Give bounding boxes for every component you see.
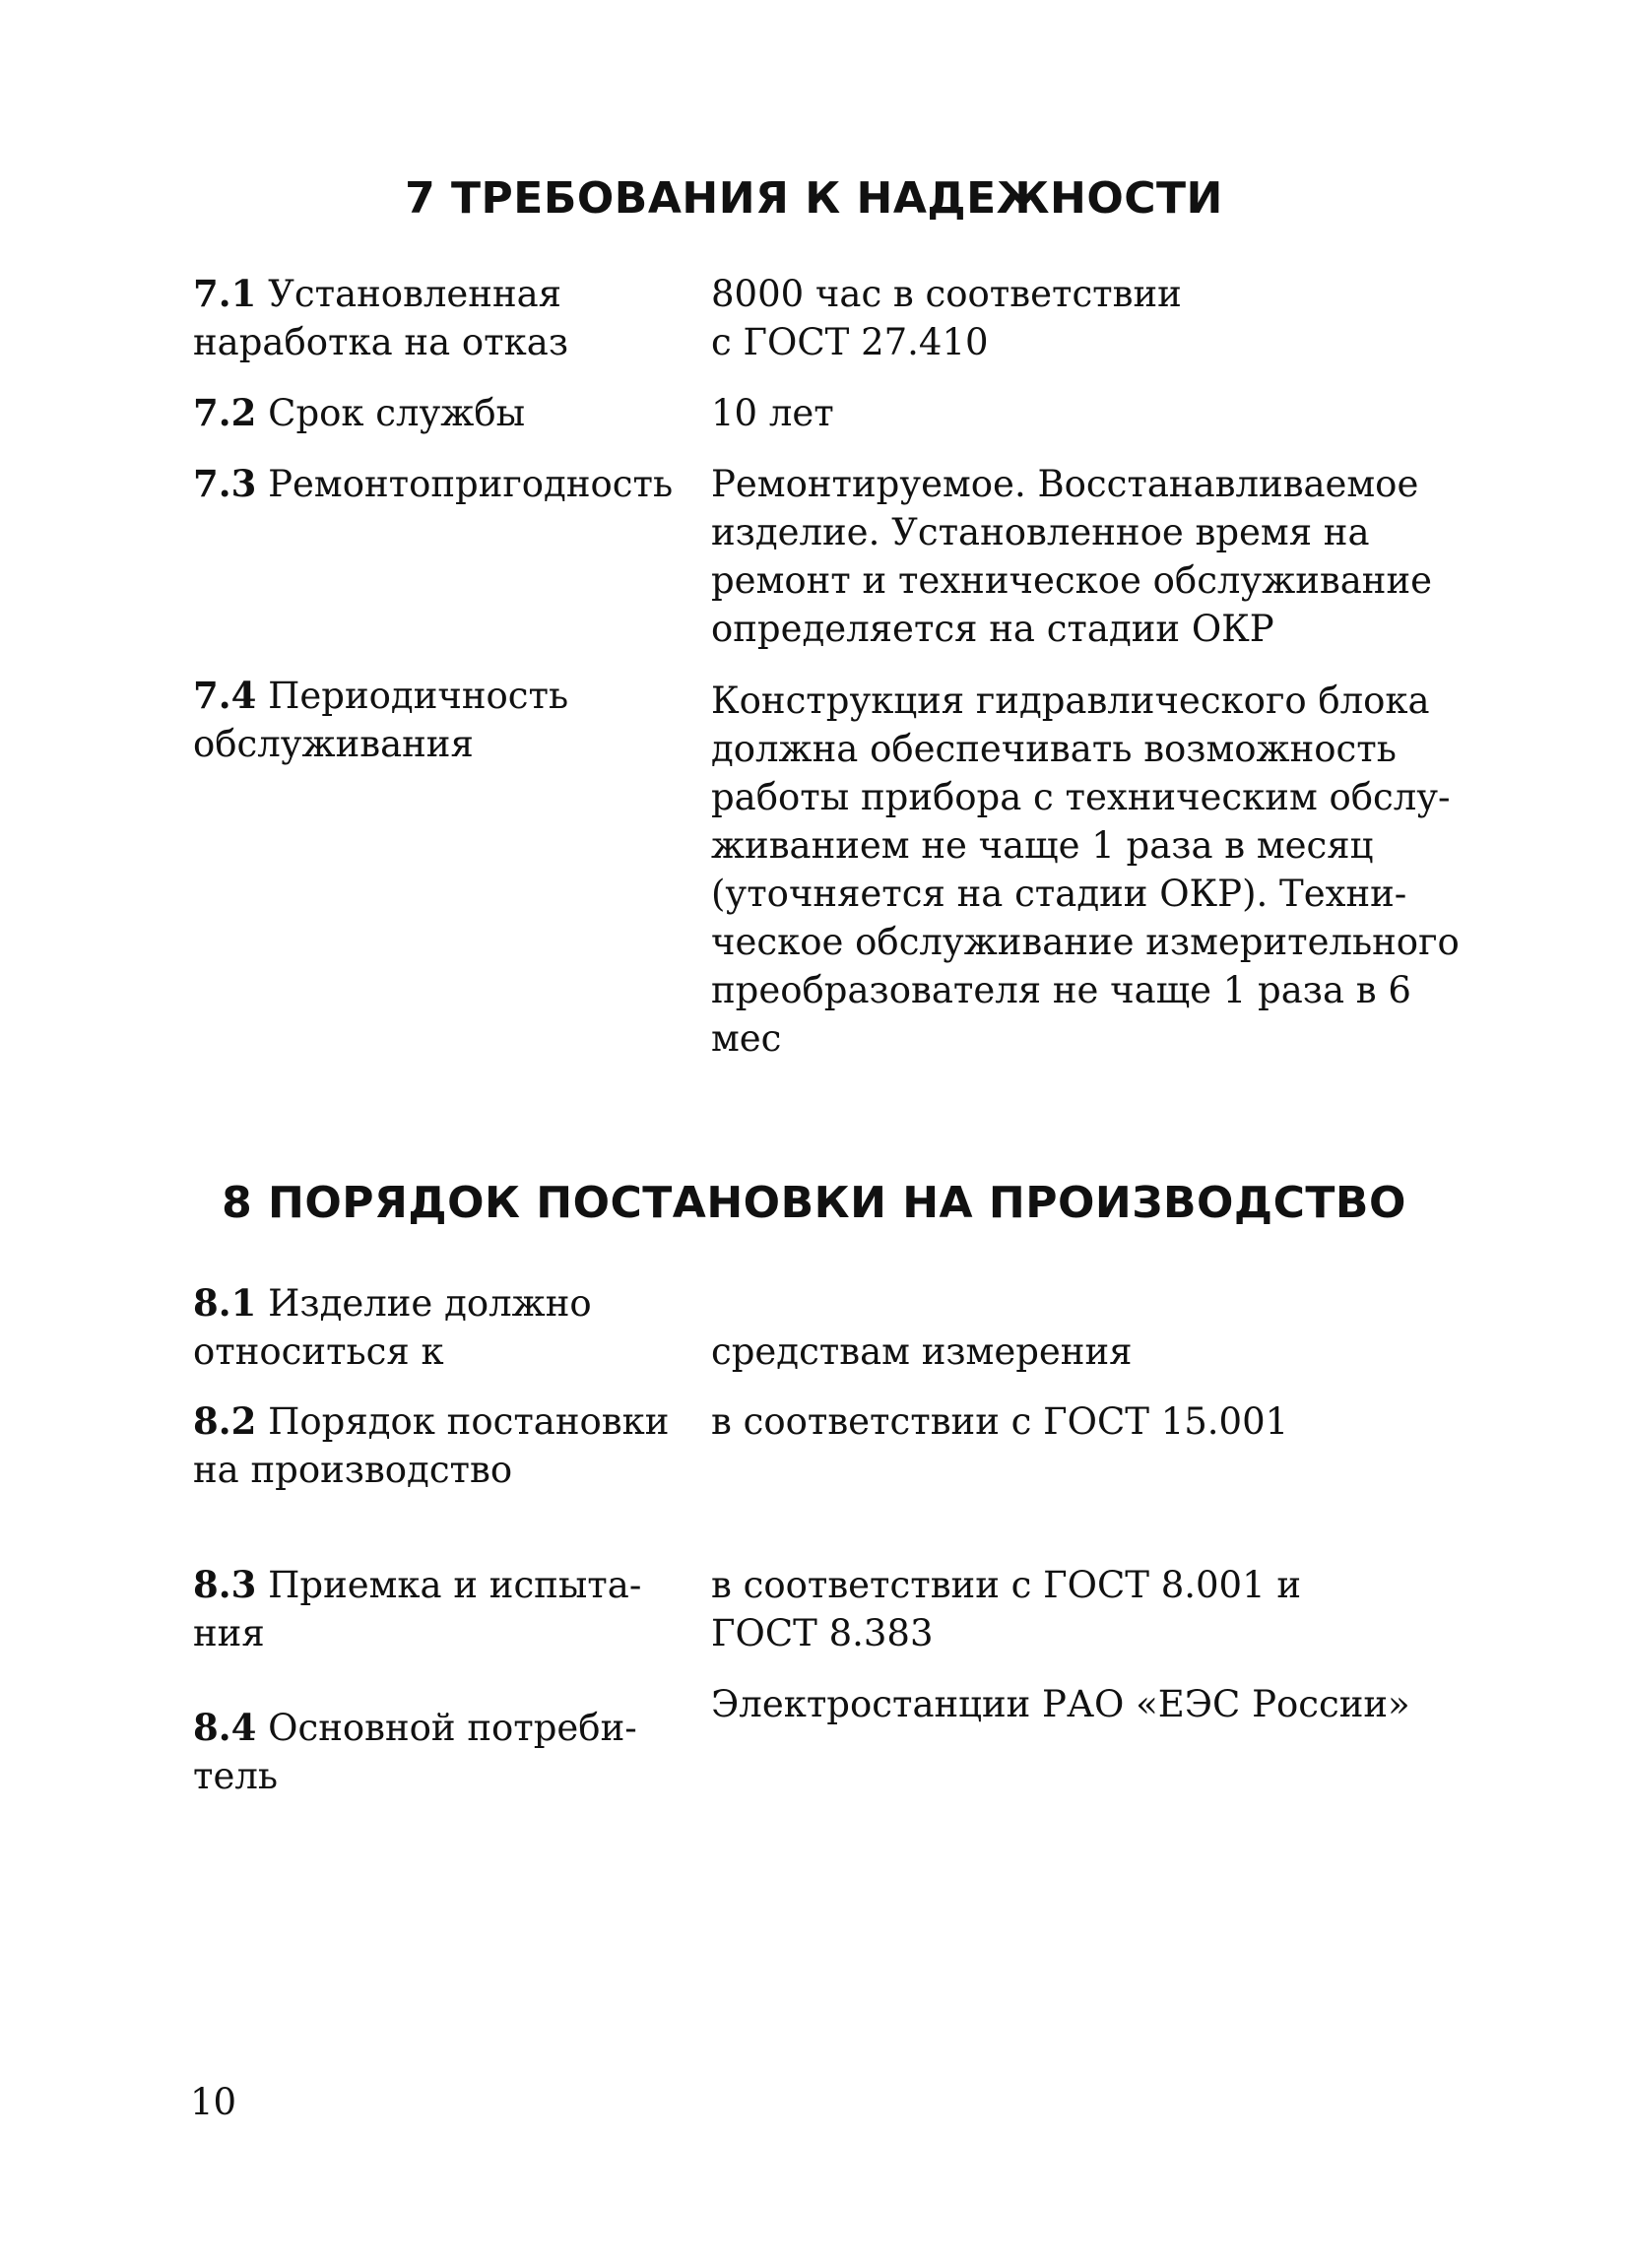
req-label <box>193 1704 685 1800</box>
req-number: 8.3 <box>193 1563 257 1606</box>
req-label-text: Изделие должно <box>268 1282 592 1325</box>
req-number: 7.2 <box>193 391 257 434</box>
req-number: 7.1 <box>193 272 257 315</box>
req-value <box>711 1561 1479 1657</box>
req-value-line: живанием не чаще 1 раза в месяц <box>711 824 1374 867</box>
req-number: 7.4 <box>193 674 257 717</box>
req-value-line: (уточняется на стадии ОКР). Техни- <box>711 873 1407 915</box>
req-value-line: работы прибора с техническим обслу- <box>711 776 1451 818</box>
req-label <box>193 672 685 768</box>
req-value <box>711 1680 1479 1728</box>
req-value-line: Электростанции РАО «ЕЭС России» <box>711 1683 1410 1725</box>
req-value-line: Ремонтируемое. Восстанавливаемое <box>711 463 1419 505</box>
req-number: 8.1 <box>193 1281 257 1325</box>
section-7-title: 7 ТРЕБОВАНИЯ К НАДЕЖНОСТИ <box>405 173 1223 224</box>
page-number: 10 <box>190 2081 237 2123</box>
req-number: 8.2 <box>193 1399 257 1443</box>
req-label <box>193 389 685 437</box>
req-label-text: тель <box>193 1755 279 1797</box>
req-label <box>193 460 685 508</box>
req-label-text: относиться к <box>193 1330 444 1373</box>
section-8-title: 8 ПОРЯДОК ПОСТАНОВКИ НА ПРОИЗВОДСТВО <box>222 1178 1406 1228</box>
req-label-text: Установленная <box>268 273 562 315</box>
req-value-line: определяется на стадии ОКР <box>711 608 1274 650</box>
req-label-text: ния <box>193 1612 265 1654</box>
req-number: 7.3 <box>193 462 257 505</box>
req-label <box>193 1561 685 1657</box>
req-value-line: 10 лет <box>711 392 834 434</box>
req-value <box>711 1397 1479 1446</box>
req-value-line: должна обеспечивать возможность <box>711 728 1397 770</box>
req-label-text: Периодичность <box>268 675 569 717</box>
req-label <box>193 1279 685 1376</box>
req-label-text: обслуживания <box>193 723 474 765</box>
req-value <box>711 270 1479 366</box>
req-value-line: Конструкция гидравлического блока <box>711 680 1430 722</box>
req-value-line: изделие. Установленное время на <box>711 511 1370 553</box>
req-value-line: ремонт и техническое обслуживание <box>711 559 1432 602</box>
req-label-text: Приемка и испыта- <box>268 1564 642 1606</box>
req-label-text: Ремонтопригодность <box>268 463 674 505</box>
req-number: 8.4 <box>193 1706 257 1749</box>
req-value-line: 8000 час в соответствии <box>711 273 1182 315</box>
req-label-text: Порядок постановки <box>268 1400 670 1443</box>
req-value <box>711 1328 1479 1376</box>
req-value-line: в соответствии с ГОСТ 15.001 <box>711 1400 1289 1443</box>
req-label <box>193 1397 685 1494</box>
req-value-line: в соответствии с ГОСТ 8.001 и <box>711 1564 1302 1606</box>
req-value-line: средствам измерения <box>711 1330 1133 1373</box>
req-label-text: Основной потреби- <box>268 1707 637 1749</box>
req-value-line: ческое обслуживание измерительного <box>711 921 1460 963</box>
req-label-text: наработка на отказ <box>193 321 569 363</box>
req-label <box>193 270 685 366</box>
req-label-text: на производство <box>193 1449 513 1491</box>
req-value-line: преобразователя не чаще 1 раза в 6 мес <box>711 969 1411 1060</box>
req-value <box>711 460 1479 653</box>
req-value-line: ГОСТ 8.383 <box>711 1612 934 1654</box>
req-value-line: с ГОСТ 27.410 <box>711 321 989 363</box>
req-value <box>711 677 1479 1063</box>
req-label-text: Срок службы <box>268 392 526 434</box>
req-value <box>711 389 1479 437</box>
